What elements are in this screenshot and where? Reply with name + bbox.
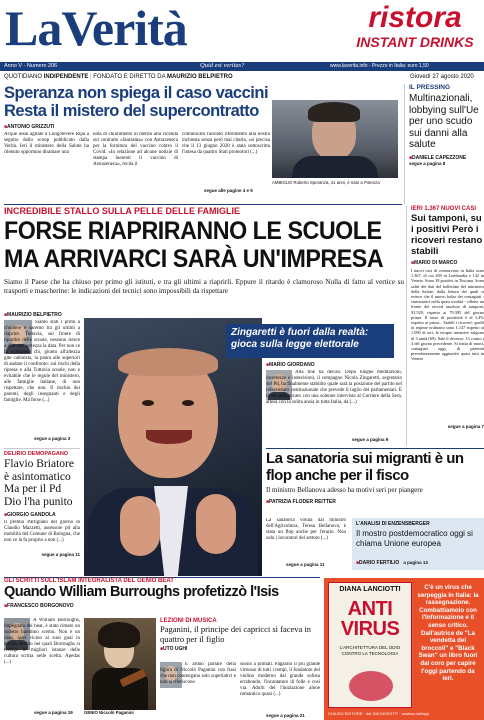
enzensberger-headline: Il mostro postdemocratico oggi si chiama Unione europea (356, 529, 473, 548)
book-footer: CHIUSO EDITORE · dal 300 INVESTIT · scarica dall'app (328, 711, 430, 716)
briatore-byline: ■ GIORGIO GANDOLA (4, 512, 80, 518)
top-story[interactable] (4, 84, 314, 204)
belpietro-editorial[interactable] (4, 312, 80, 444)
paganini-story[interactable] (160, 618, 320, 720)
paganini-headline: Paganini, il principe dei capricci si faceva in quattro per il figlio (160, 624, 312, 644)
top-story-body-1: Acque assai agitate a Lungotevere Ripa a seguito dello scoop pubblicato dalla Verità. Ieri il ministero della Salute ha ritenuto opportuno diramare una (4, 132, 89, 155)
pressing-label: IL PRESSING (409, 84, 451, 91)
issue-date: Giovedì 27 agosto 2020 (410, 74, 474, 80)
top-story-segue[interactable]: segue alle pagine 4 e 5 (204, 188, 253, 193)
book-title: ANTI VIRUS (340, 598, 400, 640)
masthead-subline: QUOTIDIANO INDIPENDENTE | FONDATO E DIRETTO DA MAURIZIO BELPIETRO Giovedì 27 agosto 2020 (4, 74, 474, 80)
briatore-body: Il premio Partigiano del giorno di Claudio Mazzetti, assessore pd alla mobilità del Comune di Bologna, che non ce la fa proprio a non (...) (4, 520, 80, 543)
sanatoria-headline: La sanatoria sui migranti è un flop anche per il fisco (266, 450, 464, 484)
covid-box[interactable] (406, 206, 484, 446)
divider-main (4, 204, 402, 205)
main-kicker: INCREDIBILE STALLO SULLA PELLE DELLE FAMIGLIE (4, 206, 240, 216)
fondato-label: FONDATO E DIRETTO DA (93, 74, 166, 80)
briatore-kicker: DELIRIO DEMOPAGANO (4, 451, 69, 457)
briatore-story[interactable] (4, 448, 80, 574)
paganini-kicker: LEZIONI DI MUSICA (160, 618, 217, 624)
speranza-photo (272, 100, 398, 178)
sanatoria-story[interactable] (266, 450, 484, 574)
divider-sanatoria (266, 448, 484, 449)
main-deck: Siamo il Paese che ha chiuso per primo gli istituti, e tra gli ultimi a riaprirli. Eppure il ritardo è clamoroso Nulla di fatto al vertice su trasporti e mascherine: le indicazioni dei tecnici sono impossibili da rispettare (4, 278, 404, 295)
sanatoria-segue[interactable]: segue a pagina 11 (286, 562, 325, 567)
director-name: MAURIZIO BELPIETRO (166, 74, 233, 80)
book-ad[interactable] (324, 578, 484, 720)
enzensberger-segue[interactable]: a pagina 13 (403, 560, 428, 565)
masthead-bar (0, 62, 484, 71)
issue-number: Anno V - Numero 206 (4, 63, 58, 69)
sanatoria-subhead: Il ministro Bellanova adesso ha motivi seri per piangere (266, 486, 423, 494)
site-price: www.laverita.info - Prezzo in Italia: euro 1,50 (330, 63, 429, 69)
top-story-headline-2: Resta il mistero del supercontratto (4, 102, 259, 120)
zingaretti-overlay[interactable]: Zingaretti è fuori dalla realtà: gioca sulla legge elettorale (226, 324, 394, 358)
top-story-headline-1: Speranza non spiega il caso vaccini (4, 84, 269, 102)
sanatoria-body: La sanatoria voluta dal ministro dell'Agricoltura, Teresa Bellanova, è stata un flop anche per l'erario. Non solo i lavoratori del settore (...) (266, 518, 346, 541)
paganini-segue[interactable]: segue a pagina 21 (266, 713, 305, 718)
burroughs-headline: Quando William Burroughs profetizzò l'Isis (4, 584, 279, 600)
briatore-segue[interactable]: segue a pagina 11 (41, 552, 80, 557)
covid-byline: ■ MARIO DI MARCO (411, 260, 484, 266)
top-story-body-2: nota di chiarimento in merito alla vicenda sul contratto «fantasma» con Astrazeneca per la fornitura del vaccino contro il Covid. «In relazione ad alcune notizie di stampa inerenti il vaccino di Astrazeneca», recita il (93, 132, 178, 167)
book-cover (328, 582, 412, 708)
book-author: DIANA LANCIOTTI (339, 586, 401, 593)
ad-ristora[interactable] (348, 2, 482, 58)
book-cover-art (349, 671, 393, 701)
masthead (0, 0, 484, 80)
enzensberger-kicker: L'ANALISI DI ENZENSBERGER (356, 521, 430, 527)
pressing-box[interactable] (404, 84, 484, 204)
pressing-segue[interactable]: segue a pagina 8 (409, 160, 446, 166)
paganini-photo (84, 618, 156, 710)
top-story-byline: ■ ANTONIO GRIZZUTI (4, 124, 54, 130)
book-subtitle: L'ARCHITETTURA DEL ODIO CONTRO LA TECNOLOGIA (339, 645, 401, 656)
main-headline-2: MA ARRIVARCI SARÀ UN'IMPRESA (4, 245, 384, 273)
paganini-byline: ■ UTO UGHI (160, 646, 320, 652)
briatore-headline: Flavio Briatore è asintomatico Ma per il Pd Dio l'ha punito (4, 458, 74, 508)
giordano-segue[interactable]: segue a pagina 9 (352, 437, 389, 442)
paganini-photo-caption: GENIO Niccolò Paganini (84, 710, 134, 715)
giordano-story[interactable] (266, 362, 402, 446)
main-headline-1: FORSE RIAPRIRANNO LE SCUOLE (4, 217, 382, 245)
top-story-body-3: comunicato facendo riferimento alla nostra inchiesta senza però mai citarla, «si precisa che il 13 giugno 2020 è stata sottoscritta l'intesa da quattro Stati promotori (...) (182, 132, 270, 155)
giordano-byline: ■ MARIO GIORDANO (266, 362, 402, 368)
covid-segue[interactable]: segue a pagina 7 (447, 424, 484, 429)
covid-body: I nuovi casi di coronavirus in Italia sono 1.367, di cui 269 in Lombardia e 142 in Veneto. Sono 18 positivi in Toscana. Sono saliti dei dati del bollettino del ministero della Salute, dalla lettura dei quali si evince che il nuovo balzo dei contagiati - sintomatici nella quasi totalità - riflette un fronte dei record assoluto di tamponi, 93.529, rispetto ai 79.395 del giorno prima. Il tasso di positività è al 1,4% rispetto ai primi... Stabili i ricoveri: quelli in regime ordinario sono 1.147 rispetto ai 1.090 di ieri; le terapie intensive salgono di 3 unità (69). Sale il decesso: 13 contro i 4 del giorno precedente. Si tratta di morti, contagiati oggi, di pazienti precedentemente aggiuntivi quasi tutti in Veneto (411, 268, 484, 362)
covid-kicker: IERI 1.367 NUOVI CASI (411, 206, 477, 212)
paganini-body-1: È arduo parlare della figura di Niccolò Paganini con frasi che non contengano solo superlativi e non si riferiscono (160, 662, 236, 685)
paganini-body-2: suono a primati. Paganini il più grande virtuoso di tutti i tempi, il fondatore del violino moderno dal grande solista errabondo, l'incantatore di folle e così via. Adulti del l'iniziazione alone romantico quasi (...) (240, 662, 320, 697)
belpietro-segue[interactable]: segue a pagina 3 (34, 436, 71, 441)
logo-la: La (5, 0, 62, 56)
speranza-caption: AMBIGUO Roberto Speranza, 41 anni, è nato a Potenza (272, 180, 380, 185)
burroughs-byline: ■ FRANCESCO BORGONOVO (4, 603, 320, 609)
main-story[interactable] (4, 206, 404, 310)
burroughs-segue[interactable]: segue a pagina 19 (34, 710, 73, 715)
giordano-body: Alla fine ha deciso. Dopo lunghe meditazioni, incertezze e indecisioni, il compagno Nicola Zingaretti, segretario del Pd, ha finalmente stabilito quale sarà la posizione del partito nel referendum costituzionale che prevede il taglio dei parlamentari. E lo ha comunicato con una solenne intervista al Corriere della Sera, attesa con la solita ansia in tutta Italia, da (...) (266, 370, 402, 405)
indipendente-label: INDIPENDENTE (43, 74, 89, 80)
pressing-byline: ■ DANIELE CAPEZZONE (409, 155, 484, 161)
logo-verita: Verità (61, 0, 187, 56)
masthead-logo[interactable] (5, 0, 295, 56)
belpietro-byline: ■ MAURIZIO BELPIETRO (4, 312, 80, 318)
burroughs-body: A William Burroughs, impegnata dei beat, è stato rimato un sudetto bambino scemo. Non è un caso, quel vicino ai suoi guai in questo ambito nei quali Burroughs si rivolge le migliori istanze delle cultura scritta nelle scelta. Apedas (...) (4, 618, 80, 665)
enzensberger-box[interactable] (352, 518, 484, 570)
belpietro-body: Siamo stati i primi a chiudere e saremo tra gli ultimi a riaprire. Tuttavia, sul fronte di ripartire delle scuole, nessuno riesce a dire con certezza la data. Per non ce la scampano chi, giunto all'altezza gite cabinista, la paura alle superiori di andare il confronto: sui rischi della ripresa e alla Tuttavia scuole, non e evitabile che le regole del ministero, alle famiglie italiane, di non rispettare, che non. Il rischio dei parenti, degli insegnanti e degli famiglie. Ma forse (...) (4, 320, 80, 403)
quotidiano-label: QUOTIDIANO (4, 74, 43, 80)
book-blurb: C'è un virus che serpeggia in Italia: la rassegnazione. Combattiamolo con l'Informazione e il senso critico. Dall'autrice de "La vendetta dei broccoli" e "Black Swan" un libro fuori dal coro per capire l'oggi partendo da ieri. (417, 584, 479, 683)
motto: Quid est veritas? (200, 62, 245, 69)
pressing-headline: Multinazionali, lobbying sull'Ue per uno scudo sui danni alla salute (409, 93, 479, 150)
covid-headline: Sui tamponi, su i positivi Però i ricoveri restano stabili (411, 213, 483, 257)
burroughs-kicker: GLI SCRITTI SULL'ISLAM INTEGRALISTA DEL GENIO BEAT (4, 578, 174, 584)
ad-brand: ristora (368, 1, 462, 34)
enzensberger-byline: ■ DARIO FERTILIO (356, 560, 399, 566)
ad-tag: INSTANT DRINKS (356, 34, 474, 50)
sanatoria-byline: ■ PATRIZIA FLODER REITTER (266, 499, 484, 505)
